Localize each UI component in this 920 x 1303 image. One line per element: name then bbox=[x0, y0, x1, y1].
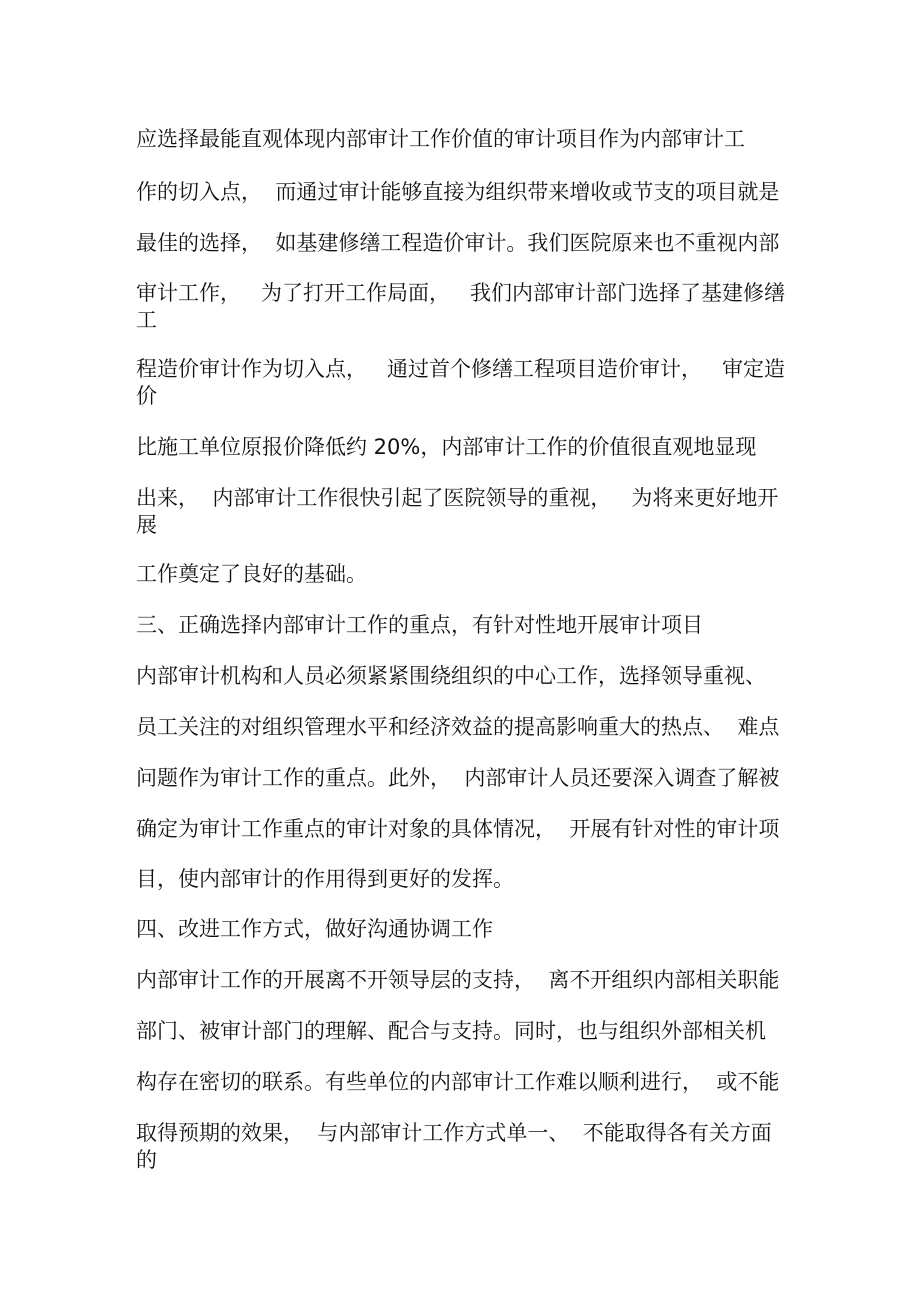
text-line: 员工关注的对组织管理水平和经济效益的提高影响重大的热点、 难点 bbox=[136, 715, 780, 739]
text-line: 最佳的选择， 如基建修缮工程造价审计。我们医院原来也不重视内部 bbox=[136, 231, 780, 255]
text-line: 价 bbox=[136, 384, 157, 408]
text-line: 问题作为审计工作的重点。此外， 内部审计人员还要深入调查了解被 bbox=[136, 766, 780, 790]
text-line: 的 bbox=[136, 1148, 157, 1172]
text-line: 部门、被审计部门的理解、配合与支持。同时，也与组织外部相关机 bbox=[136, 1019, 766, 1043]
text-line: 出来， 内部审计工作很快引起了医院领导的重视， 为将来更好地开 bbox=[136, 486, 779, 510]
text-line: 审计工作， 为了打开工作局面， 我们内部审计部门选择了基建修缮 bbox=[136, 281, 786, 305]
text-line: 工 bbox=[136, 308, 157, 332]
text-line: 工作奠定了良好的基础。 bbox=[136, 562, 367, 586]
text-line: 目，使内部审计的作用得到更好的发挥。 bbox=[136, 867, 514, 891]
text-line: 作的切入点， 而通过审计能够直接为组织带来增收或节支的项目就是 bbox=[136, 180, 780, 204]
text-line: 比施工单位原报价降低约 20%，内部审计工作的价值很直观地显现 bbox=[136, 435, 757, 459]
text-line: 内部审计工作的开展离不开领导层的支持， 离不开组织内部相关职能 bbox=[136, 968, 780, 992]
text-line: 内部审计机构和人员必须紧紧围绕组织的中心工作，选择领导重视、 bbox=[136, 664, 766, 688]
text-line: 展 bbox=[136, 513, 157, 537]
text-line: 构存在密切的联系。有些单位的内部审计工作难以顺利进行， 或不能 bbox=[136, 1070, 780, 1094]
text-line: 确定为审计工作重点的审计对象的具体情况， 开展有针对性的审计项 bbox=[136, 817, 780, 841]
text-line: 取得预期的效果， 与内部审计工作方式单一、 不能取得各有关方面 bbox=[136, 1121, 772, 1145]
text-line: 程造价审计作为切入点， 通过首个修缮工程项目造价审计， 审定造 bbox=[136, 357, 786, 381]
section-heading: 三、正确选择内部审计工作的重点，有针对性地开展审计项目 bbox=[136, 613, 703, 637]
text-line: 应选择最能直观体现内部审计工作价值的审计项目作为内部审计工 bbox=[136, 127, 745, 151]
section-heading: 四、改进工作方式，做好沟通协调工作 bbox=[136, 917, 493, 941]
